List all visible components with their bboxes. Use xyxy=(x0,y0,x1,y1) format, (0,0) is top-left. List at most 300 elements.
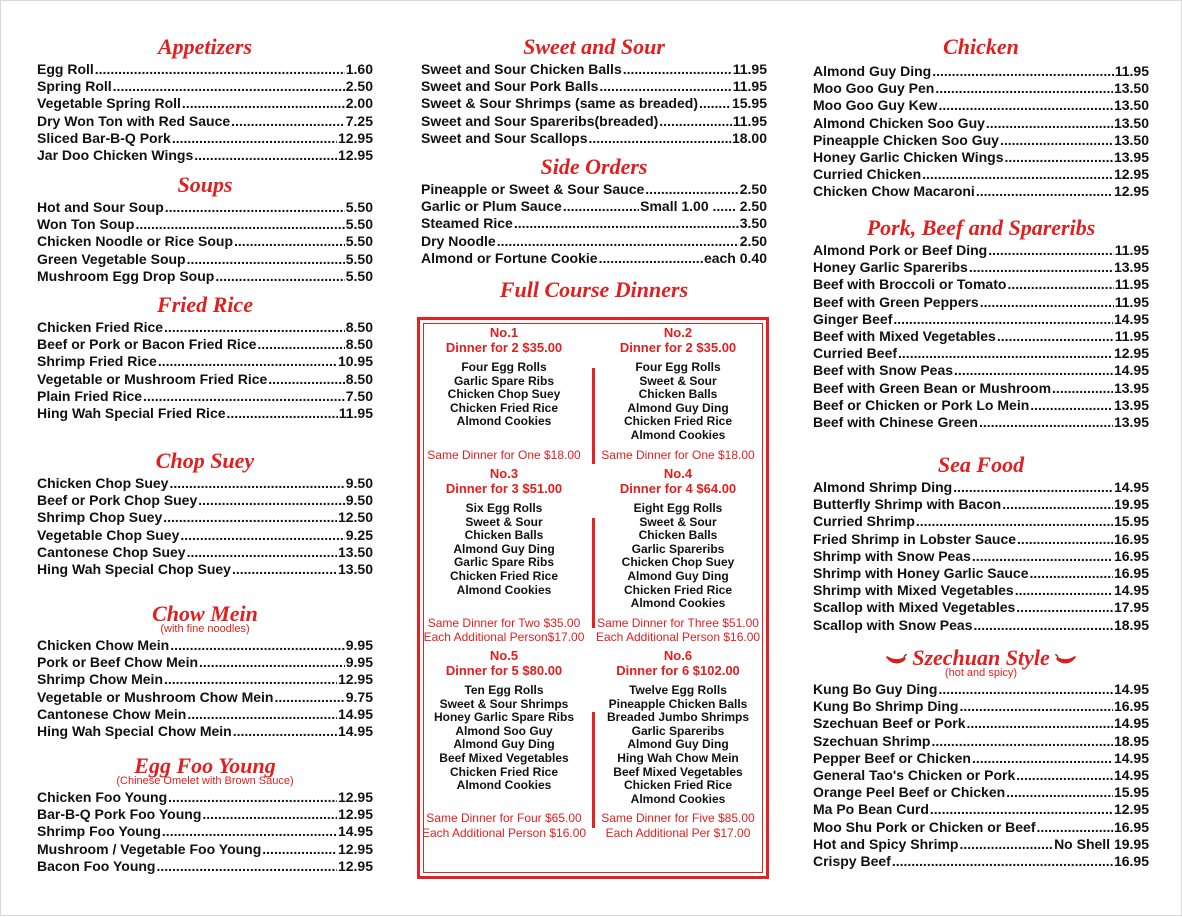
menu-item xyxy=(37,654,373,671)
menu-item-list xyxy=(813,242,1149,431)
menu-item-price: 12.95 xyxy=(337,147,373,164)
section-fried-rice xyxy=(37,293,373,422)
menu-item xyxy=(813,599,1149,616)
menu-item-name: Jar Doo Chicken Wings xyxy=(37,147,194,164)
dot-leader xyxy=(257,336,344,353)
dot-leader xyxy=(916,513,1113,530)
dinner-number: No.6 xyxy=(663,648,693,663)
dot-leader xyxy=(170,637,345,654)
menu-item xyxy=(813,414,1149,431)
menu-item-name: Almond Chicken Soo Guy xyxy=(813,114,985,131)
menu-item xyxy=(421,215,767,232)
dot-leader xyxy=(158,353,337,370)
dinner-item: Beef Mixed Vegetables xyxy=(613,764,743,779)
menu-item-price: 12.50 xyxy=(337,509,373,526)
dot-leader xyxy=(1030,565,1113,582)
menu-item-name: Hing Wah Special Fried Rice xyxy=(37,405,226,422)
menu-item-price: 18.95 xyxy=(1113,616,1149,633)
dot-leader xyxy=(892,853,1113,870)
menu-item-name: Shrimp Chow Mein xyxy=(37,671,163,688)
dinner-item: Beef Mixed Vegetables xyxy=(439,750,569,765)
menu-item xyxy=(813,531,1149,548)
dinner-number: No.5 xyxy=(489,648,519,663)
menu-item-list xyxy=(813,479,1149,634)
section-title: Sea Food xyxy=(937,452,1025,477)
menu-item-list xyxy=(37,475,373,578)
dot-leader xyxy=(969,259,1113,276)
menu-item xyxy=(813,801,1149,818)
menu-item-price: 15.95 xyxy=(731,95,767,112)
menu-item xyxy=(813,767,1149,784)
menu-item-price: 17.95 xyxy=(1113,599,1149,616)
menu-item xyxy=(813,166,1149,183)
menu-item-price: 5.50 xyxy=(345,250,373,267)
dot-leader xyxy=(976,183,1113,200)
dinner-header: Dinner for 4 $64.00 xyxy=(619,481,737,496)
dinner-item: Four Egg Rolls xyxy=(461,360,547,374)
dot-leader xyxy=(997,328,1114,345)
dinner-note: Each Additional Per $17.00 xyxy=(605,826,751,840)
menu-item xyxy=(37,319,373,336)
dot-leader xyxy=(164,671,337,688)
dot-leader xyxy=(215,268,344,285)
menu-item-name: Pepper Beef or Chicken xyxy=(813,749,971,766)
dinner-item: Sweet & Sour Shrimps xyxy=(439,696,569,711)
menu-item-price: 14.95 xyxy=(337,723,373,740)
dot-leader xyxy=(1036,819,1112,836)
menu-item-name: Orange Peel Beef or Chicken xyxy=(813,784,1006,801)
menu-item-price: 13.95 xyxy=(1113,396,1149,413)
menu-item-price: 7.50 xyxy=(345,387,373,404)
menu-item-price: 9.95 xyxy=(345,637,373,653)
menu-item-name: Sweet and Sour Pork Balls xyxy=(421,78,599,95)
menu-item-price: 16.95 xyxy=(1113,530,1149,547)
menu-item-name: Beef or Chicken or Pork Lo Mein xyxy=(813,396,1030,413)
menu-item-price: Small 1.00 ...... 2.50 xyxy=(640,198,767,215)
dot-leader xyxy=(967,715,1113,732)
dot-leader xyxy=(234,233,345,250)
menu-item-price: 14.95 xyxy=(1113,479,1149,495)
section-szechuan-style xyxy=(813,646,1149,870)
menu-item xyxy=(37,251,373,268)
dinner-item: Honey Garlic Spare Ribs xyxy=(433,710,575,725)
menu-item-name: Beef with Chinese Green xyxy=(813,414,978,431)
menu-item-price: 14.95 xyxy=(1113,767,1149,784)
menu-item-name: Dry Noodle xyxy=(421,232,496,249)
section-title: Egg Foo Young xyxy=(134,753,276,778)
menu-item xyxy=(421,61,767,78)
dinner-item-list xyxy=(420,361,588,429)
section-soups xyxy=(37,173,373,285)
menu-item-name: Kung Bo Guy Ding xyxy=(813,681,938,697)
menu-item-price: 2.50 xyxy=(345,78,373,95)
dinner-item: Chicken Balls xyxy=(464,528,544,543)
section-sweet-and-sour xyxy=(421,35,767,147)
menu-item xyxy=(813,345,1149,362)
menu-item-name: Bacon Foo Young xyxy=(37,857,156,874)
menu-item-price: 14.95 xyxy=(1113,681,1149,697)
menu-item-name: Kung Bo Shrimp Ding xyxy=(813,698,959,715)
menu-item xyxy=(37,371,373,388)
menu-item-name: Cantonese Chow Mein xyxy=(37,705,187,722)
menu-item-price: 11.95 xyxy=(1114,328,1149,345)
menu-item-name: Cantonese Chop Suey xyxy=(37,543,186,560)
menu-item xyxy=(813,362,1149,379)
dinner-item: Almond Guy Ding xyxy=(627,737,729,752)
menu-item-name: Almond Guy Ding xyxy=(813,63,932,79)
menu-item-name: Beef with Snow Peas xyxy=(813,362,954,379)
menu-item-list xyxy=(37,637,373,740)
menu-item-price: 14.95 xyxy=(337,823,373,840)
menu-item xyxy=(813,715,1149,732)
dinner-item: Sweet & Sour xyxy=(465,514,543,529)
menu-item-name: Shrimp with Mixed Vegetables xyxy=(813,582,1014,599)
menu-item xyxy=(813,750,1149,767)
dot-leader xyxy=(959,698,1113,715)
menu-item-name: Curried Beef xyxy=(813,345,898,362)
menu-item-price: 11.95 xyxy=(732,112,767,129)
menu-item-price: 2.50 xyxy=(739,181,767,197)
dinner-note: Same Dinner for Two $35.00 xyxy=(427,616,581,630)
dot-leader xyxy=(1017,531,1113,548)
dinner-item: Almond Guy Ding xyxy=(453,737,555,752)
menu-item-name: Vegetable or Mushroom Chow Mein xyxy=(37,688,274,705)
section-appetizers xyxy=(37,35,373,164)
menu-item-price: 13.50 xyxy=(1113,97,1149,114)
dot-leader xyxy=(268,371,344,388)
dinner-item: Garlic Spare Ribs xyxy=(453,555,555,570)
section-title: Pork, Beef and Spareribs xyxy=(866,215,1096,240)
menu-item-price: 14.95 xyxy=(1113,715,1149,732)
dot-leader xyxy=(227,405,338,422)
dot-leader xyxy=(931,733,1112,750)
menu-item xyxy=(421,113,767,130)
menu-item xyxy=(813,698,1149,715)
menu-item-name: Curried Chicken xyxy=(813,166,922,183)
dot-leader xyxy=(163,509,337,526)
dinner-item: Garlic Spareribs xyxy=(631,723,725,738)
dinner-item: Garlic Spareribs xyxy=(631,541,725,556)
menu-item xyxy=(37,723,373,740)
menu-item-name: Beef with Mixed Vegetables xyxy=(813,328,996,345)
menu-item-price: 5.50 xyxy=(345,267,373,284)
menu-item-name: Hing Wah Special Chow Mein xyxy=(37,723,232,740)
menu-item-price: 5.50 xyxy=(345,216,373,233)
menu-item xyxy=(421,181,767,198)
menu-item xyxy=(421,95,767,112)
menu-item-price: each 0.40 xyxy=(703,249,767,266)
menu-item-name: Spring Roll xyxy=(37,78,112,95)
menu-item-price: 16.95 xyxy=(1113,698,1149,715)
menu-item xyxy=(813,617,1149,634)
menu-item-name: Honey Garlic Chicken Wings xyxy=(813,149,1004,166)
dot-leader xyxy=(599,250,703,267)
menu-item-name: Steamed Rice xyxy=(421,215,513,232)
menu-item-name: Sliced Bar-B-Q Pork xyxy=(37,129,171,146)
menu-item-name: Almond or Fortune Cookie xyxy=(421,249,598,266)
menu-item-name: Egg Roll xyxy=(37,61,94,77)
dot-leader xyxy=(922,166,1113,183)
menu-item-price: 13.95 xyxy=(1113,149,1149,166)
menu-item-name: Moo Goo Guy Pen xyxy=(813,80,935,97)
dot-leader xyxy=(1002,496,1113,513)
dinner-no-5 xyxy=(420,649,588,849)
dot-leader xyxy=(979,414,1113,431)
menu-item xyxy=(813,548,1149,565)
menu-item-price: 12.95 xyxy=(337,840,373,857)
dinner-header: Dinner for 5 $80.00 xyxy=(445,663,563,678)
menu-item-name: Szechuan Beef or Pork xyxy=(813,715,966,732)
dinner-number: No.2 xyxy=(663,325,693,340)
menu-item-name: Vegetable Spring Roll xyxy=(37,95,181,112)
menu-item xyxy=(37,671,373,688)
dinner-header: Dinner for 2 $35.00 xyxy=(445,340,563,355)
menu-item-name: Green Vegetable Soup xyxy=(37,250,186,267)
menu-item xyxy=(813,380,1149,397)
dot-leader xyxy=(589,130,731,147)
dot-leader xyxy=(938,97,1113,114)
menu-item-price: 1.60 xyxy=(345,61,373,77)
dinner-item: Almond Cookies xyxy=(630,596,726,611)
menu-item-price: 9.95 xyxy=(345,654,373,671)
menu-item-name: Pineapple Chicken Soo Guy xyxy=(813,131,999,148)
dinner-item-list xyxy=(594,502,762,611)
dot-leader xyxy=(231,113,345,130)
dinner-no-1 xyxy=(420,326,588,466)
menu-item-price: 9.50 xyxy=(345,475,373,491)
menu-item xyxy=(37,336,373,353)
section-chicken xyxy=(813,35,1149,201)
dinner-item: Almond Guy Ding xyxy=(627,400,729,415)
menu-item-name: Almond Shrimp Ding xyxy=(813,479,953,495)
menu-item xyxy=(813,836,1149,853)
menu-item-list xyxy=(37,61,373,164)
menu-item-name: Moo Goo Guy Kew xyxy=(813,97,938,114)
dinner-item: Almond Guy Ding xyxy=(453,541,555,556)
menu-item-price: 18.00 xyxy=(731,129,767,146)
dinner-item: Breaded Jumbo Shrimps xyxy=(606,710,750,725)
menu-item xyxy=(37,95,373,112)
dinner-header: Dinner for 3 $51.00 xyxy=(445,481,563,496)
menu-item-price: 8.50 xyxy=(345,336,373,353)
dot-leader xyxy=(1016,599,1113,616)
dinner-item-list xyxy=(594,684,762,806)
dot-leader xyxy=(980,294,1114,311)
menu-item-price: 12.95 xyxy=(337,129,373,146)
dot-leader xyxy=(953,479,1113,496)
menu-item xyxy=(421,250,767,267)
menu-item-name: Won Ton Soup xyxy=(37,216,135,233)
dinner-item: Pineapple Chicken Balls xyxy=(608,696,748,711)
dinner-header: Dinner for 6 $102.00 xyxy=(616,663,740,678)
section-pork-beef-spareribs xyxy=(813,216,1149,431)
menu-item-name: Curried Shrimp xyxy=(813,513,915,530)
dinner-item: Chicken Fried Rice xyxy=(623,582,733,597)
dinner-no-4 xyxy=(594,467,762,647)
menu-item xyxy=(421,198,767,215)
section-title: Side Orders xyxy=(540,154,648,179)
dinner-header: Dinner for 2 $35.00 xyxy=(619,340,737,355)
dot-leader xyxy=(232,561,337,578)
menu-item-price: 19.95 xyxy=(1113,496,1149,513)
menu-item xyxy=(37,492,373,509)
dot-leader xyxy=(1000,132,1113,149)
menu-item-price: 8.50 xyxy=(345,319,373,335)
menu-item xyxy=(813,97,1149,114)
dinner-item: Almond Cookies xyxy=(630,427,726,442)
dinner-no-3 xyxy=(420,467,588,647)
menu-item-price: 16.95 xyxy=(1113,547,1149,564)
dinner-item: Chicken Fried Rice xyxy=(449,400,559,415)
section-title: Soups xyxy=(177,172,233,197)
menu-item xyxy=(37,823,373,840)
menu-item-price: 12.95 xyxy=(337,671,373,688)
menu-item xyxy=(37,475,373,492)
dot-leader xyxy=(172,130,337,147)
menu-item-name: Hing Wah Special Chop Suey xyxy=(37,561,231,578)
menu-item xyxy=(37,841,373,858)
dot-leader xyxy=(169,475,344,492)
menu-item-price: 12.95 xyxy=(1113,183,1149,200)
dot-leader xyxy=(954,362,1113,379)
menu-item-name: Crispy Beef xyxy=(813,853,891,870)
menu-item-name: Mushroom Egg Drop Soup xyxy=(37,267,215,284)
menu-item xyxy=(37,405,373,422)
dot-leader xyxy=(143,388,345,405)
menu-item xyxy=(37,509,373,526)
menu-item xyxy=(37,113,373,130)
menu-item-price: 11.95 xyxy=(732,61,767,77)
dinner-item: Almond Cookies xyxy=(630,791,726,806)
dot-leader xyxy=(187,251,345,268)
menu-item-price: 11.95 xyxy=(1114,293,1149,310)
dot-leader xyxy=(893,311,1113,328)
menu-item xyxy=(813,149,1149,166)
dot-leader xyxy=(202,806,337,823)
menu-item xyxy=(37,527,373,544)
menu-item xyxy=(813,132,1149,149)
dot-leader xyxy=(1030,397,1113,414)
menu-item-name: Sweet and Sour Spareribs(breaded) xyxy=(421,112,659,129)
dinner-note: Same Dinner for Four $65.00 xyxy=(426,811,582,825)
menu-item-price: 11.95 xyxy=(338,405,373,422)
menu-item-name: Shrimp with Honey Garlic Sauce xyxy=(813,565,1029,582)
menu-item-name: Chicken Chow Macaroni xyxy=(813,183,975,200)
section-title: Full Course Dinners xyxy=(499,277,689,302)
menu-item-name: Shrimp Chop Suey xyxy=(37,509,163,526)
menu-item-name: General Tao's Chicken or Pork xyxy=(813,767,1016,784)
menu-item-name: Hot and Sour Soup xyxy=(37,199,164,215)
dot-leader xyxy=(1004,149,1112,166)
menu-item xyxy=(37,78,373,95)
dot-leader xyxy=(659,113,731,130)
dinner-note: Same Dinner for Three $51.00 xyxy=(597,616,759,630)
menu-item-price: 13.50 xyxy=(1113,114,1149,131)
section-subtitle: (hot and spicy) xyxy=(944,667,1018,679)
dot-leader xyxy=(959,836,1053,853)
menu-item xyxy=(813,311,1149,328)
dinner-item: Twelve Egg Rolls xyxy=(629,683,727,697)
menu-item-price: 10.95 xyxy=(337,353,373,370)
menu-item-name: Ma Po Bean Curd xyxy=(813,801,929,818)
dot-leader xyxy=(972,750,1113,767)
menu-item xyxy=(37,388,373,405)
menu-item-price: 11.95 xyxy=(732,78,767,95)
dinner-item: Almond Cookies xyxy=(456,582,552,597)
menu-item-list xyxy=(421,61,767,147)
menu-item xyxy=(813,183,1149,200)
menu-item-name: Vegetable Chop Suey xyxy=(37,526,180,543)
section-chow-mein xyxy=(37,602,373,740)
dot-leader xyxy=(168,789,337,806)
menu-item-list xyxy=(37,319,373,422)
dot-leader xyxy=(162,823,337,840)
section-title: Chop Suey xyxy=(155,448,255,473)
menu-item xyxy=(813,479,1149,496)
dinner-item: Chicken Balls xyxy=(638,528,718,543)
menu-item-price: 14.95 xyxy=(337,705,373,722)
dinner-item: Almond Cookies xyxy=(456,414,552,429)
dinner-item: Sweet & Sour xyxy=(639,514,717,529)
menu-item-price: 14.95 xyxy=(1113,582,1149,599)
dot-leader xyxy=(599,78,731,95)
menu-item xyxy=(37,147,373,164)
dinner-no-6 xyxy=(594,649,762,849)
menu-item xyxy=(813,276,1149,293)
dinner-note: Same Dinner for One $18.00 xyxy=(427,448,581,462)
full-course-dinners-box xyxy=(417,317,769,879)
menu-item xyxy=(813,259,1149,276)
menu-item-price: 12.95 xyxy=(337,857,373,874)
menu-item-price: No Shell 19.95 xyxy=(1054,835,1149,852)
menu-item-name: Almond Pork or Beef Ding xyxy=(813,242,988,258)
menu-item xyxy=(37,216,373,233)
dinner-note: Each Additional Person $16.00 xyxy=(595,630,761,644)
menu-item-price: 13.50 xyxy=(337,561,373,578)
menu-item xyxy=(37,233,373,250)
menu-item-price: 12.95 xyxy=(337,806,373,823)
menu-item xyxy=(813,733,1149,750)
dot-leader xyxy=(972,548,1113,565)
dinner-item: Chicken Chop Suey xyxy=(447,387,561,402)
dot-leader xyxy=(187,706,337,723)
menu-item-price: 12.95 xyxy=(337,789,373,805)
dot-leader xyxy=(563,198,639,215)
menu-item-name: Sweet & Sour Shrimps (same as breaded) xyxy=(421,95,698,112)
dot-leader xyxy=(1052,380,1113,397)
chili-pepper-icon xyxy=(1055,654,1077,666)
section-title: Chicken xyxy=(943,34,1019,59)
dot-leader xyxy=(938,681,1113,698)
dinner-note: Each Additional Person $16.00 xyxy=(421,826,587,840)
menu-item-price: 11.95 xyxy=(1114,63,1149,79)
menu-item-price: 5.50 xyxy=(345,233,373,250)
menu-item-price: 15.95 xyxy=(1113,784,1149,801)
menu-item xyxy=(813,294,1149,311)
dot-leader xyxy=(113,78,345,95)
menu-item-name: Butterfly Shrimp with Bacon xyxy=(813,496,1002,513)
menu-item-list xyxy=(37,199,373,285)
menu-item-name: Beef with Broccoli or Tomato xyxy=(813,276,1007,293)
menu-item-price: 14.95 xyxy=(1113,310,1149,327)
dinner-note: Same Dinner for Five $85.00 xyxy=(601,811,755,825)
menu-item-name: Bar-B-Q Pork Foo Young xyxy=(37,806,202,823)
section-title: Sweet and Sour xyxy=(523,34,665,59)
dinner-note: Same Dinner for One $18.00 xyxy=(601,448,755,462)
menu-column-left xyxy=(37,1,373,917)
menu-item-price: 13.95 xyxy=(1113,379,1149,396)
dinner-item: Ten Egg Rolls xyxy=(464,683,544,697)
